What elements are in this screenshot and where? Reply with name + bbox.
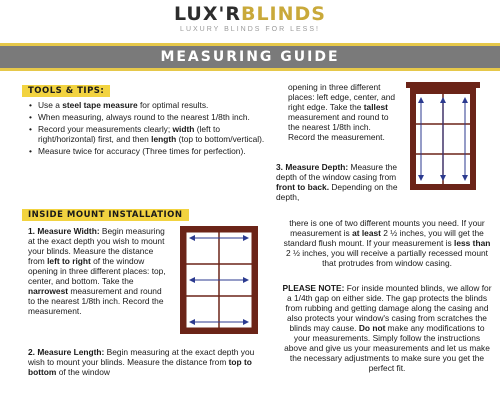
depth-explanation: there is one of two different mounts you need. If your measurement is at least 2 ½ inches, you will get the standard flush mount. If your measurement is less than 2 ½ inches, you will receive a partially recessed mount that protrudes from window casing. <box>283 218 491 268</box>
brand-tagline: LUXURY BLINDS FOR LESS! <box>180 26 320 33</box>
tip-item: • When measuring, always round to the nearest 1/8th inch. <box>28 112 268 122</box>
tip-item: • Record your measurements clearly; width (left to right/horizontal) first, and then length (top to bottom/vertical). <box>28 124 268 144</box>
brand-header <box>0 4 500 34</box>
please-note: PLEASE NOTE: For inside mounted blinds, we allow for a 1/4th gap on either side. The gap protects the blinds from rubbing and getting damage along the casing and also protects your window's casing from scratches the blinds may cause. Do not make any modifications to your measurements. Simply follow the instructions above and give us your measurements and let us make the necessary adjustments to make sure you get the perfect fit. <box>282 283 492 373</box>
window-width-illustration <box>176 224 262 338</box>
step1-text: 1. Measure Width: Begin measuring at the exact depth you wish to mount your blinds. Measure the distance from left to right of the window opening in three different places: top, center, and bottom. Take the narrowest measurement and round to the nearest 1/8th inch. Record the measurement. <box>28 226 166 316</box>
brand-logo: LUX'RBLINDS <box>174 3 326 25</box>
tools-list <box>28 100 268 158</box>
step3-text: 3. Measure Depth: Measure the depth of the window casing from front to back. Depending on the depth, <box>276 162 398 202</box>
tools-heading: TOOLS & TIPS: <box>22 85 110 97</box>
page-title: MEASURING GUIDE <box>160 49 340 65</box>
tip-item: • Use a steel tape measure for optimal results. <box>28 100 268 110</box>
step2-text: 2. Measure Length: Begin measuring at the exact depth you wish to mount your blinds. Measure the distance from top to bottom of the window <box>28 347 255 377</box>
title-bar <box>0 43 500 71</box>
window-length-illustration <box>404 80 482 192</box>
inside-mount-heading: INSIDE MOUNT INSTALLATION <box>22 209 189 221</box>
tip-item: • Measure twice for accuracy (Three times for perfection). <box>28 146 268 156</box>
step2-continued-text: opening in three different places: left edge, center, and right edge. Take the tallest measurement and round to the nearest 1/8th inch. Record the measurement. <box>288 82 396 142</box>
